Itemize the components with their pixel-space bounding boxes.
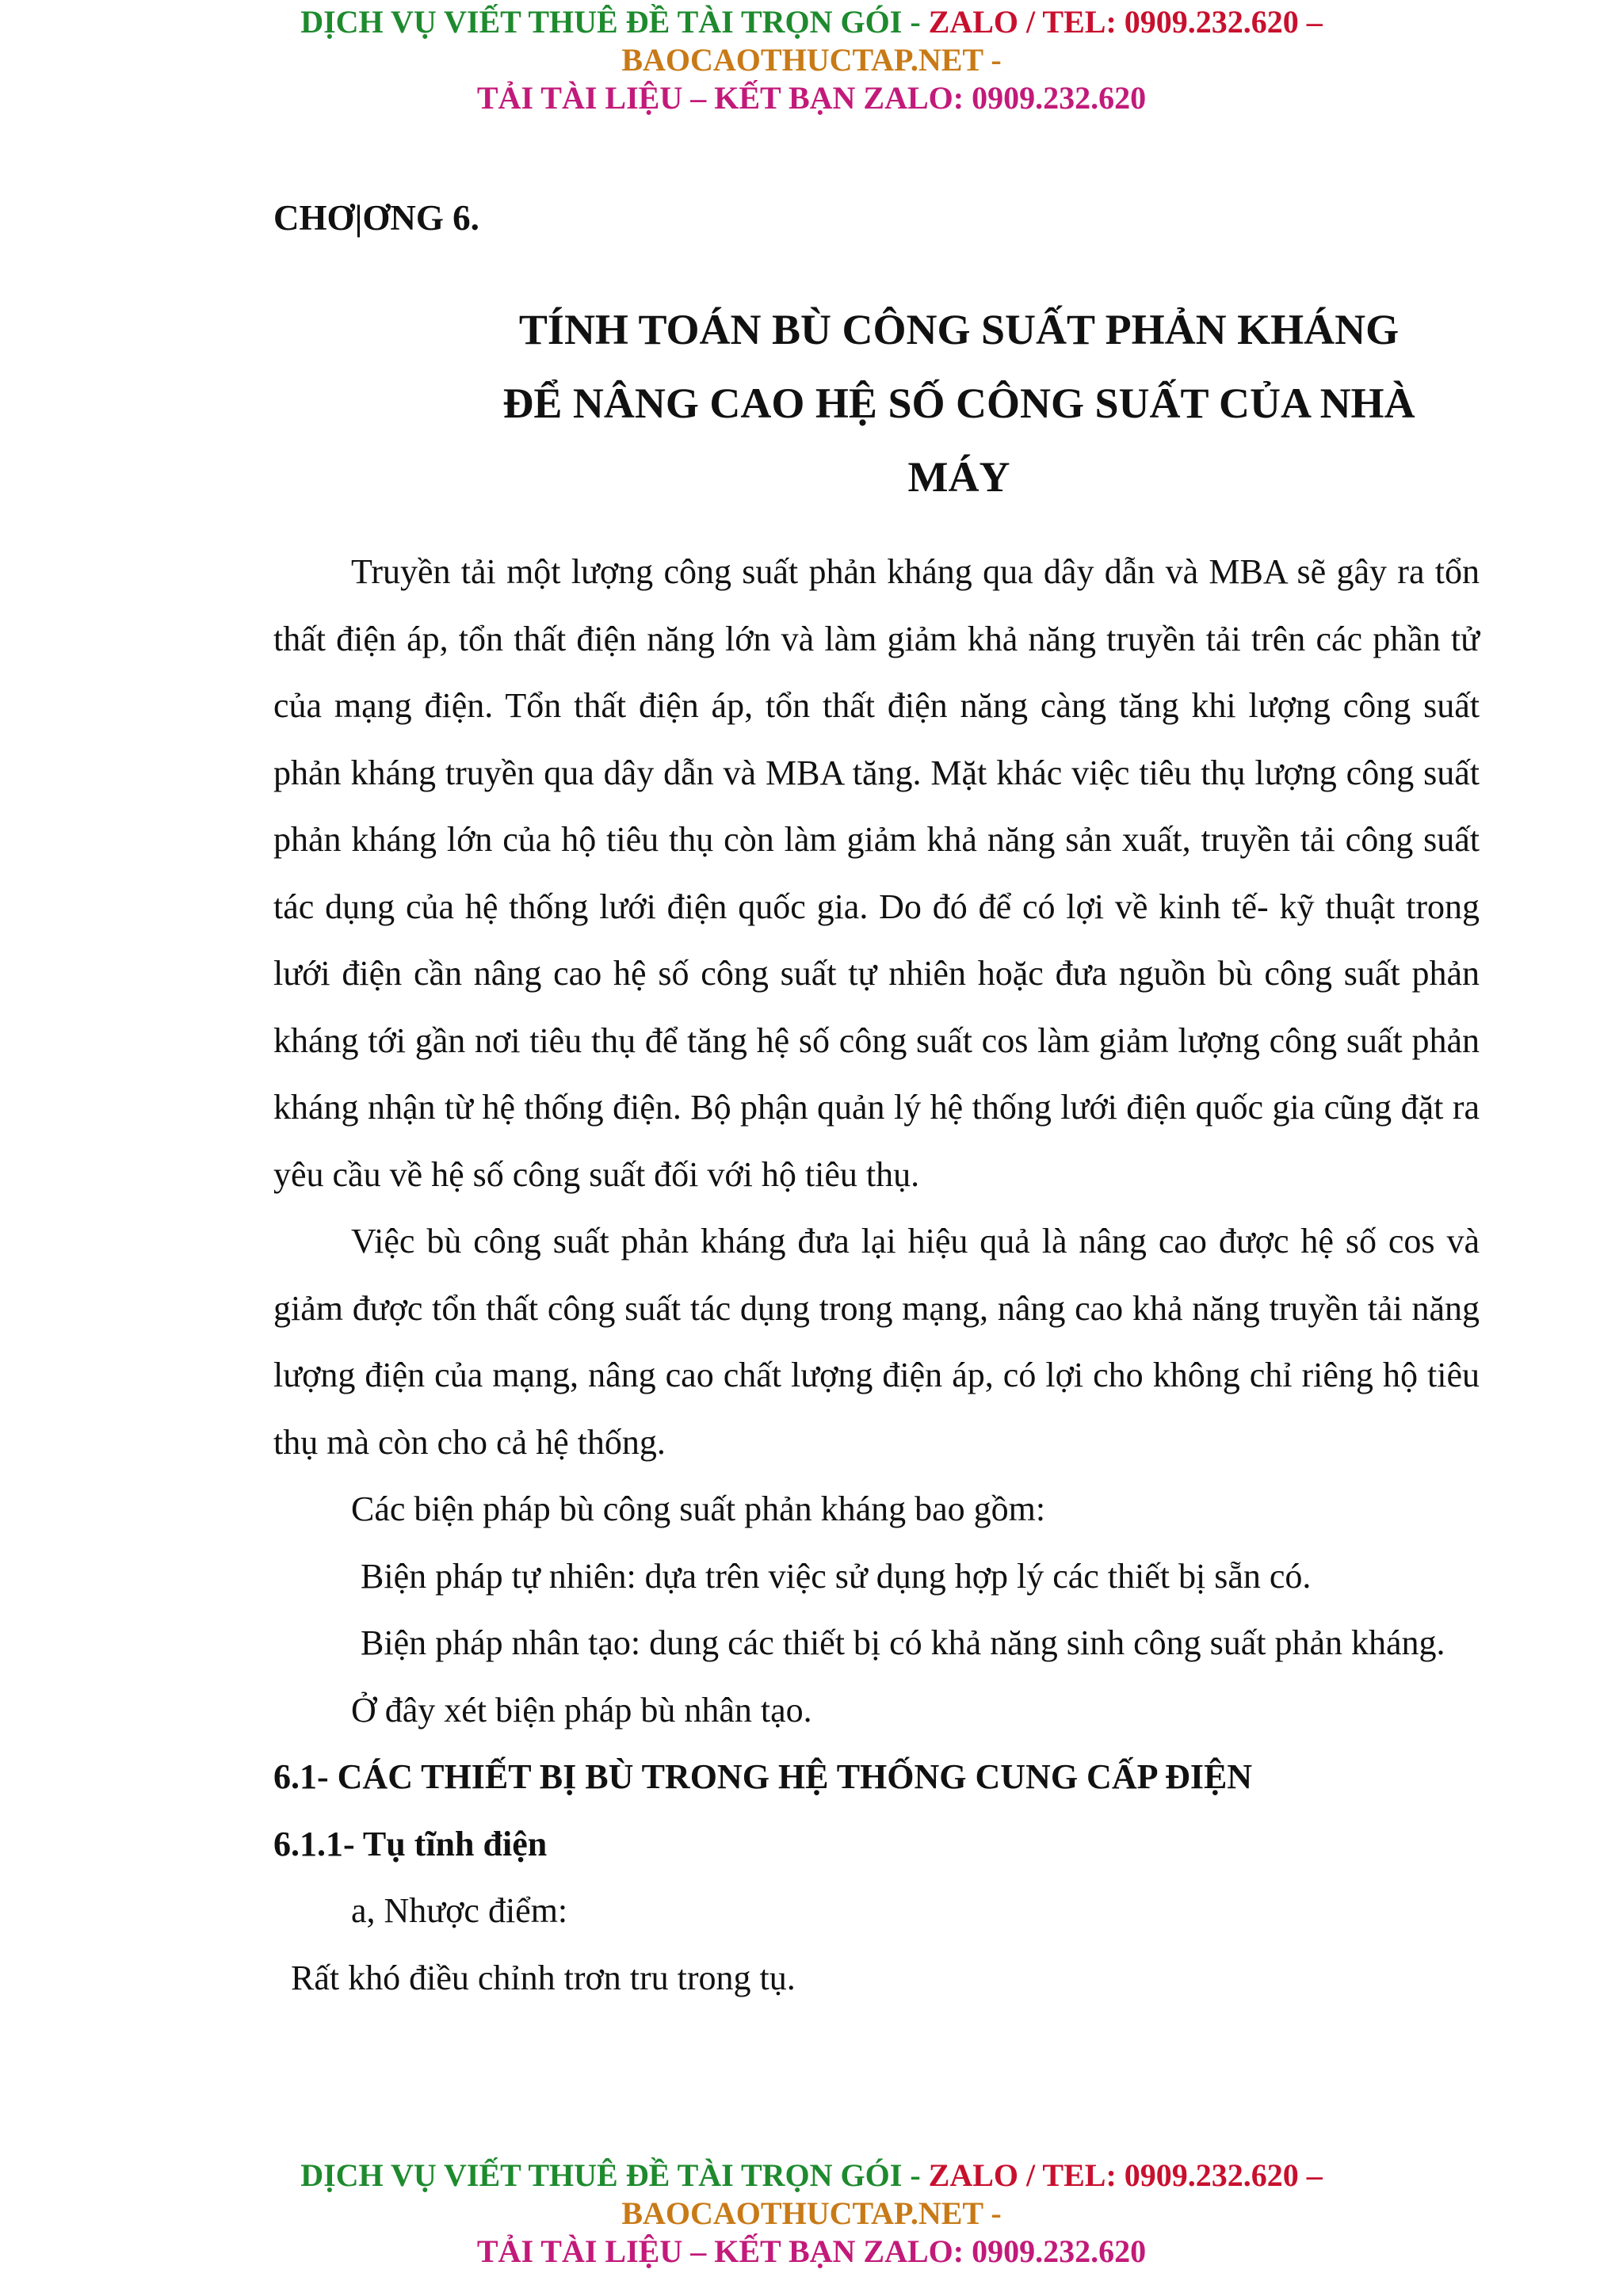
paragraph-artificial-method: Biện pháp nhân tạo: dung các thiết bị có khả năng sinh công suất phản kháng. [361, 1623, 1445, 1662]
chapter-title [444, 293, 1474, 514]
footer-website: BAOCAOTHUCTAP.NET - [621, 2195, 1002, 2231]
header-banner [0, 3, 1623, 117]
footer-service-text: DỊCH VỤ VIẾT THUÊ ĐỀ TÀI TRỌN GÓI - [300, 2157, 929, 2193]
subsection-heading: 6.1.1- Tụ tĩnh điện [273, 1824, 548, 1863]
title-line-1: TÍNH TOÁN BÙ CÔNG SUẤT PHẢN KHÁNG [518, 306, 1400, 353]
footer-line-1 [0, 2157, 1623, 2195]
paragraph-natural-method: Biện pháp tự nhiên: dựa trên việc sử dụng hợp lý các thiết bị sẵn có. [361, 1556, 1312, 1596]
paragraph-methods-intro: Các biện pháp bù công suất phản kháng bao gồm: [351, 1489, 1046, 1528]
banner-download-text: TẢI TÀI LIỆU – KẾT BẠN ZALO: 0909.232.620 [476, 80, 1147, 116]
banner-line-1 [0, 3, 1623, 41]
banner-service-text: DỊCH VỤ VIẾT THUÊ ĐỀ TÀI TRỌN GÓI - [300, 4, 929, 40]
footer-banner [0, 2157, 1623, 2271]
paragraph-benefits: Việc bù công suất phản kháng đưa lại hiệu quả là nâng cao được hệ số cos và giảm được tổn thất công suất tác dụng trong mạng, nâng cao khả năng truyền tải năng lượng điện của mạng, nâng cao chất lượng điện áp, có lợi cho không chỉ riêng hộ tiêu thụ mà còn cho cả hệ thống. [273, 1222, 1480, 1462]
disadvantages-label: a, Nhược điểm: [351, 1891, 568, 1930]
title-line-3: MÁY [907, 453, 1010, 501]
footer-contact-text: ZALO / TEL: 0909.232.620 – [928, 2157, 1323, 2193]
footer-download-text: TẢI TÀI LIỆU – KẾT BẠN ZALO: 0909.232.620 [476, 2233, 1147, 2269]
title-line-2: ĐỂ NÂNG CAO HỆ SỐ CÔNG SUẤT CỦA NHÀ [502, 379, 1415, 427]
chapter-label: CHƠ|ƠNG 6. [273, 198, 479, 238]
disadvantage-item: Rất khó điều chỉnh trơn tru trong tụ. [291, 1958, 796, 1997]
paragraph-scope: Ở đây xét biện pháp bù nhân tạo. [351, 1690, 812, 1730]
banner-website: BAOCAOTHUCTAP.NET - [621, 42, 1002, 78]
document-body [273, 539, 1480, 2012]
section-heading: 6.1- CÁC THIẾT BỊ BÙ TRONG HỆ THỐNG CUNG CẤP ĐIỆN [273, 1757, 1253, 1796]
paragraph-intro: Truyền tải một lượng công suất phản kháng qua dây dẫn và MBA sẽ gây ra tổn thất điện áp, tổn thất điện năng lớn và làm giảm khả năng truyền tải trên các phần tử của mạng điện. Tổn thất điện áp, tổn thất điện năng càng tăng khi lượng công suất phản kháng truyền qua dây dẫn và MBA tăng. Mặt khác việc tiêu thụ lượng công suất phản kháng lớn của hộ tiêu thụ còn làm giảm khả năng sản xuất, truyền tải công suất tác dụng của hệ thống lưới điện quốc gia. Do đó để có lợi về kinh tế- kỹ thuật trong lưới điện cần nâng cao hệ số công suất tự nhiên hoặc đưa nguồn bù công suất phản kháng tới gần nơi tiêu thụ để tăng hệ số công suất cos làm giảm lượng công suất phản kháng nhận từ hệ thống điện. Bộ phận quản lý hệ thống lưới điện quốc gia cũng đặt ra yêu cầu về hệ số công suất đối với hộ tiêu thụ. [273, 552, 1480, 1194]
banner-contact-text: ZALO / TEL: 0909.232.620 – [928, 4, 1323, 40]
